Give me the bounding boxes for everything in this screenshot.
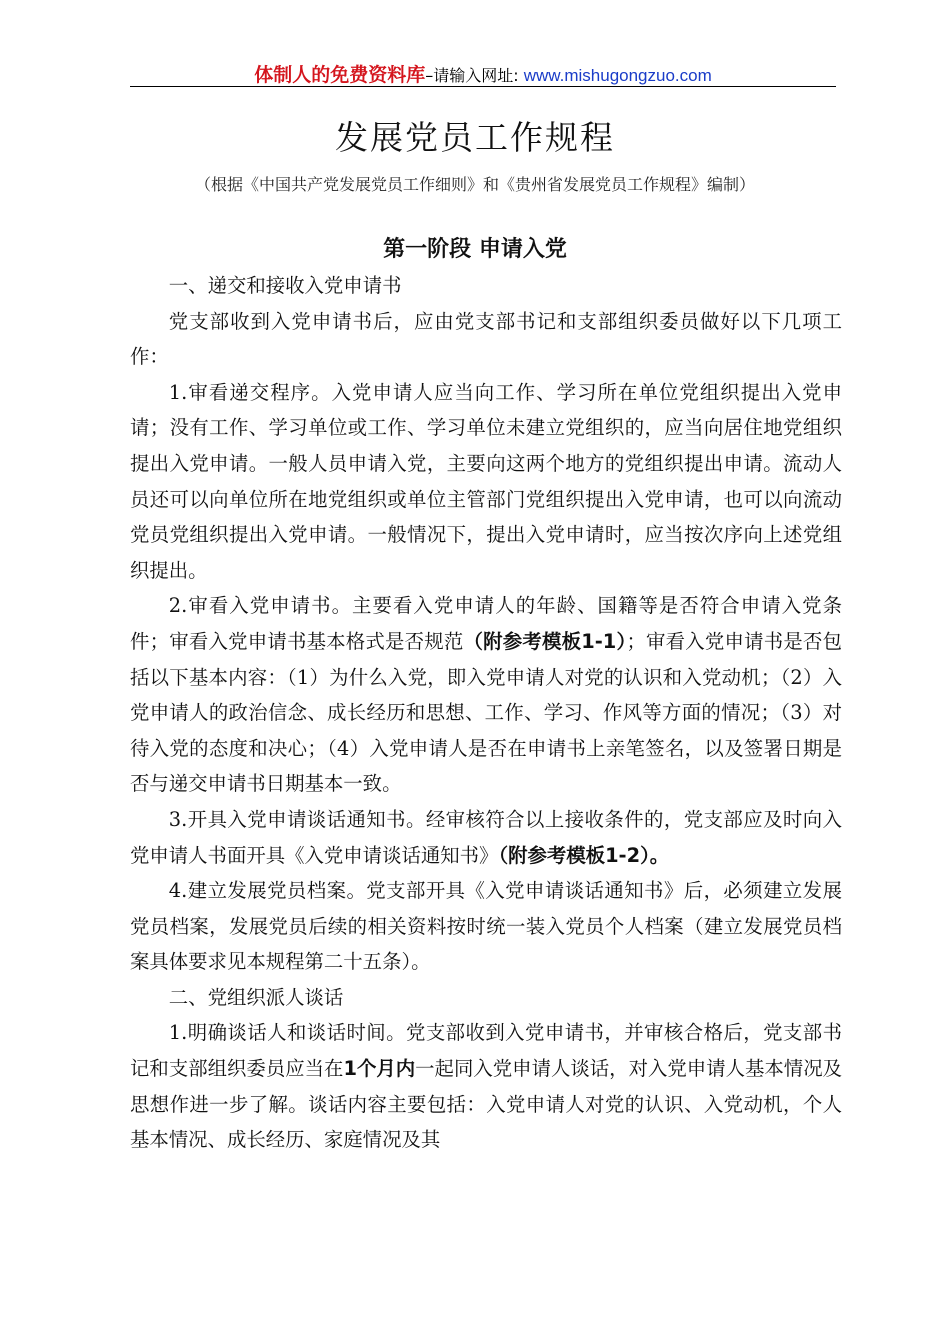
paragraph [130,1015,842,1157]
site-header [130,60,836,87]
site-url-link[interactable]: www.mishugongzuo.com [523,66,712,85]
paragraph: 4.建立发展党员档案。党支部开具《入党申请谈话通知书》后，必须建立发展党员档案，发展党员后续的相关资料按时统一装入党员个人档案（建立发展党员档案具体要求见本规程第二十五条）。 [130,879,842,974]
deadline-emphasis: 1个月内 [343,1057,416,1081]
paragraph-text: 3.开具入党申请谈话通知书。经审核符合以上接收条件的，党支部应及时向入党申请人书面开具《入党申请谈话通知书》 [130,807,842,867]
template-reference: （附参考模板1-2）。 [498,843,670,867]
paragraph-text: 2.审看入党申请书。主要看入党申请人的年龄、国籍等是否符合申请入党条件；审看入党申请书基本格式是否规范 [130,594,842,653]
document-subtitle: （根据《中国共产党发展党员工作细则》和《贵州省发展党员工作规程》编制） [194,175,755,194]
stage-heading: 第一阶段 申请入党 [383,237,567,262]
paragraph [130,588,842,802]
paragraph: 1.审看递交程序。入党申请人应当向工作、学习所在单位党组织提出入党申请；没有工作、学习单位或工作、学习单位未建立党组织的，应当向居住地党组织提出入党申请。一般人员申请入党，主要向这两个地方的党组织提出申请。流动人员还可以向单位所在地党组织或单位主管部门党组织提出入党申请，也可以向流动党员党组织提出入党申请。一般情况下，提出入党申请时，应当按次序向上述党组织提出。 [130,380,842,582]
paragraph-text: 1.明确谈话人和谈话时间。党支部收到入党申请书，并审核合格后，党支部书记和支部组织委员应当在 [130,1021,842,1081]
header-separator: –请输入网址: [425,66,524,85]
document-body [130,268,842,1158]
section-heading-1: 一、递交和接收入党申请书 [168,274,402,297]
template-reference: （附参考模板1-1） [463,629,627,653]
document-title: 发展党员工作规程 [335,118,615,157]
site-brand: 体制人的免费资料库 [254,64,426,86]
paragraph-text: ；审看入党申请书是否包括以下基本内容：（1）为什么入党，即入党申请人对党的认识和入党动机；（2）入党申请人的政治信念、成长经历和思想、工作、学习、作风等方面的情况；（3）对待入党的态度和决心；（4）入党申请人是否在申请书上亲笔签名，以及签署日期是否与递交申请书日期基本一致。 [130,629,843,796]
paragraph-text: 一起同入党申请人谈话，对入党申请人基本情况及思想作进一步了解。谈话内容主要包括：入党申请人对党的认识、入党动机，个人基本情况、成长经历、家庭情况及其 [130,1057,843,1152]
paragraph [130,802,842,873]
paragraph: 党支部收到入党申请书后，应由党支部书记和支部组织委员做好以下几项工作： [130,309,842,369]
section-heading-2: 二、党组织派人谈话 [168,985,344,1009]
